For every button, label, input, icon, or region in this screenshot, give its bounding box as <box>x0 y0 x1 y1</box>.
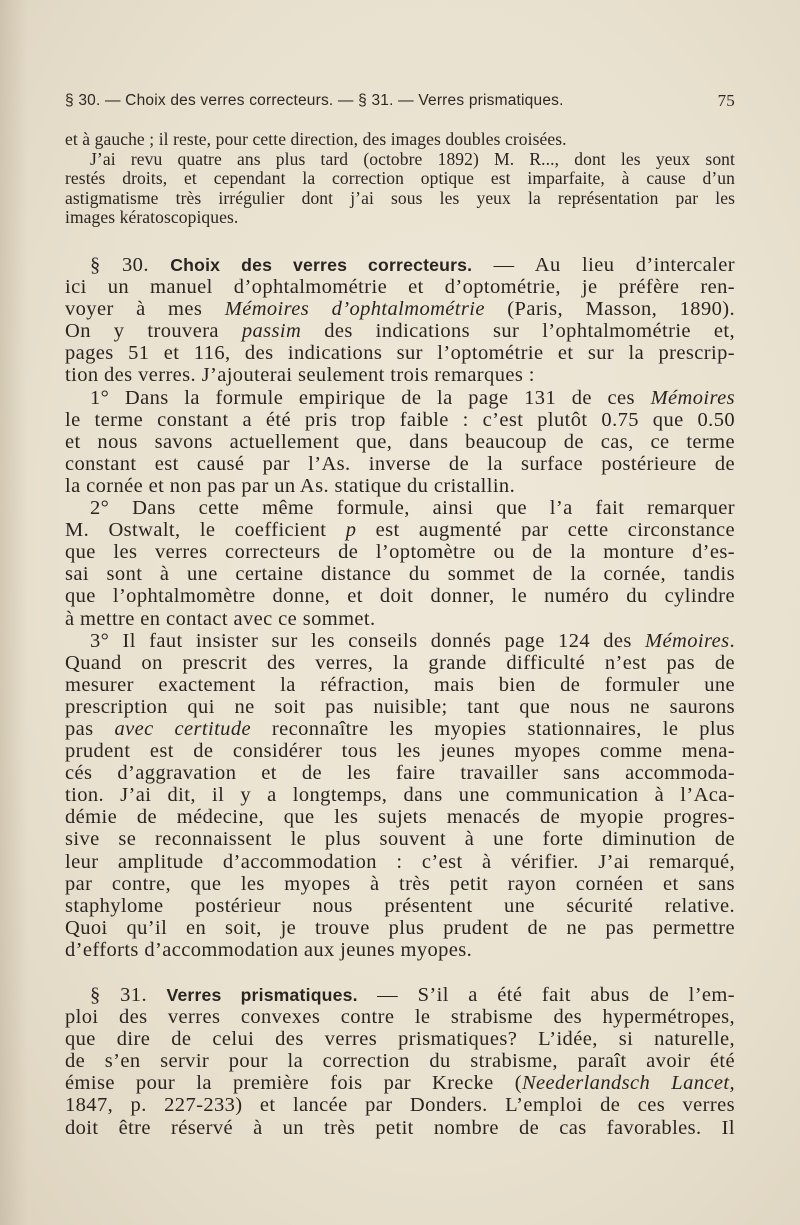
text-segment: est augmenté par cette circonstance <box>356 519 735 542</box>
text-segment: la cornée et non pas par un As. statique du cristallin. <box>65 474 516 497</box>
text-segment: prudent est de considérer tous les jeunes myopes comme mena- <box>65 740 735 763</box>
text-line <box>65 696 735 718</box>
text-segment: staphylome postérieur nous présentent une sécurité relative. <box>65 894 735 917</box>
text-segment: images kératoscopiques. <box>65 207 239 227</box>
text-segment: d’efforts d’accommodation aux jeunes myopes. <box>65 938 473 961</box>
text-line <box>65 320 735 342</box>
italic-text: avec certitude <box>114 717 251 740</box>
text-line <box>65 762 735 784</box>
text-segment: ici un manuel d’ophtalmométrie et d’optométrie, je préfère ren- <box>65 276 735 299</box>
text-segment: sive se reconnaissent le plus souvent à une forte diminution de <box>65 828 735 851</box>
text-line <box>65 828 735 850</box>
text-line <box>65 674 735 696</box>
text-segment: et nous savons actuellement que, dans beaucoup de cas, ce terme <box>65 430 735 453</box>
text-line <box>65 740 735 762</box>
text-segment: 3° Il faut insister sur les conseils donnés page 124 des <box>90 629 646 652</box>
text-line <box>65 276 735 298</box>
text-segment: pas <box>65 717 115 740</box>
text-segment: (Paris, Masson, 1890). <box>484 298 735 321</box>
text-segment: par contre, que les myopes à très petit rayon cornéen et sans <box>65 872 735 895</box>
text-line <box>65 585 735 607</box>
text-line <box>65 917 735 939</box>
italic-text: Mémoires <box>650 386 735 409</box>
section-31-intro <box>65 984 735 1139</box>
text-segment: leur amplitude d’accommodation : c’est à vérifier. J’ai remarqué, <box>65 850 735 873</box>
note-continuation <box>65 130 735 150</box>
text-segment: M. Ostwalt, le coefficient <box>65 519 346 542</box>
text-segment: § 31. <box>90 984 167 1006</box>
text-line <box>65 984 735 1006</box>
text-segment: . <box>729 629 735 652</box>
text-segment: J’ai revu quatre ans plus tard (octobre 1892) M. R..., dont les yeux sont <box>90 148 735 169</box>
text-line <box>65 453 735 475</box>
section-30-intro <box>65 254 735 387</box>
text-line <box>65 364 735 386</box>
text-line <box>65 851 735 873</box>
text-line <box>65 806 735 828</box>
text-segment: démie de médecine, que les sujets menacés de myopie progres- <box>65 806 735 829</box>
text-line <box>65 939 735 961</box>
text-line <box>65 519 735 541</box>
text-line <box>65 541 735 563</box>
text-segment: 1° Dans la formule empirique de la page 131 de ces <box>90 386 651 409</box>
text-segment: tion des verres. J’ajouterai seulement trois remarques : <box>65 364 535 387</box>
text-segment: voyer à mes <box>65 298 225 321</box>
text-line <box>65 895 735 917</box>
text-line <box>65 1094 735 1116</box>
running-head <box>65 90 735 112</box>
section-title: Verres prismatiques. <box>166 985 358 1005</box>
text-line <box>65 298 735 320</box>
text-line <box>65 1006 735 1028</box>
text-segment: à mettre en contact avec ce sommet. <box>65 607 376 630</box>
text-segment: que l’ophtalmomètre donne, et doit donner, le numéro du cylindre <box>65 585 735 608</box>
text-segment: 1847, p. 227-233) et lancée par Donders. L’emploi de ces verres <box>65 1094 735 1117</box>
text-segment: constant est causé par l’As. inverse de la surface postérieure de <box>65 452 735 475</box>
italic-text: Mémoires d’ophtalmométrie <box>224 298 485 321</box>
text-line <box>65 1072 735 1094</box>
text-segment: 2° Dans cette même formule, ainsi que l’a fait remarquer <box>90 497 735 520</box>
text-line <box>65 189 735 209</box>
text-segment: prescription qui ne soit pas nuisible; tant que nous ne saurons <box>65 695 735 718</box>
note-paragraph <box>65 150 735 228</box>
text-segment: Quoi qu’il en soit, je trouve plus prudent de ne pas permettre <box>65 916 735 939</box>
section-title: Choix des verres correcteurs. <box>170 255 473 275</box>
text-line <box>65 1050 735 1072</box>
text-segment: — Au lieu d’intercaler <box>472 254 736 276</box>
text-line <box>65 475 735 497</box>
section-31 <box>65 984 735 1139</box>
text-segment: Quand on prescrit des verres, la grande difficulté n’est pas de <box>65 651 735 674</box>
text-line <box>65 150 735 170</box>
page-number: 75 <box>717 91 735 110</box>
running-title: § 30. — Choix des verres correcteurs. — § 31. — Verres prismatiques. <box>65 92 564 109</box>
text-line <box>65 608 735 630</box>
text-segment: pages 51 et 116, des indications sur l’optométrie et sur la prescrip- <box>65 342 735 365</box>
text-segment: doit être réservé à un très petit nombre de cas favorables. Il <box>65 1116 735 1139</box>
text-line <box>65 1117 735 1139</box>
text-line <box>65 208 735 228</box>
text-line <box>65 873 735 895</box>
text-segment: tion. J’ai dit, il y a longtemps, dans une communication à l’Aca- <box>65 784 735 807</box>
text-segment: On y trouvera <box>65 320 242 343</box>
section-30 <box>65 254 735 961</box>
italic-text: passim <box>241 320 302 343</box>
text-line <box>65 563 735 585</box>
text-segment: que les verres correcteurs de l’optomètre ou de la monture d’es- <box>65 541 735 564</box>
text-line <box>65 254 735 276</box>
text-segment: cés d’aggravation et de les faire travailler sans accommoda- <box>65 762 735 785</box>
text-line <box>65 431 735 453</box>
remark-3 <box>65 630 735 961</box>
italic-text: p <box>345 519 357 542</box>
text-segment: sai sont à une certaine distance du sommet de la cornée, tandis <box>65 563 735 586</box>
text-segment: mesurer exactement la réfraction, mais bien de formuler une <box>65 673 735 696</box>
text-line <box>65 169 735 189</box>
text-line <box>65 130 735 150</box>
text-segment: et à gauche ; il reste, pour cette direction, des images doubles croisées. <box>65 129 567 149</box>
text-segment: restés droits, et cependant la correction optique est imparfaite, à cause d’un <box>65 168 735 188</box>
text-line <box>65 652 735 674</box>
text-line <box>65 387 735 409</box>
text-line <box>65 409 735 431</box>
text-segment: — S’il a été fait abus de l’em- <box>357 984 735 1006</box>
text-segment: émise pour la première fois par Krecke ( <box>65 1072 522 1095</box>
remark-1 <box>65 387 735 497</box>
text-line <box>65 630 735 652</box>
text-segment: le terme constant a été pris trop faible : c’est plutôt 0.75 que 0.50 <box>65 408 735 431</box>
text-segment: § 30. <box>90 254 171 276</box>
text-line <box>65 1028 735 1050</box>
text-segment: reconnaître les myopies stationnaires, le plus <box>250 717 735 740</box>
text-segment: ploi des verres convexes contre le strabisme des hypermétropes, <box>65 1006 735 1029</box>
text-segment: que dire de celui des verres prismatiques? L’idée, si naturelle, <box>65 1028 735 1051</box>
italic-text: Neederlandsch Lancet, <box>521 1072 735 1095</box>
text-segment: astigmatisme très irrégulier dont j’ai sous les yeux la représentation par les <box>65 187 735 208</box>
text-segment: des indications sur l’ophtalmométrie et, <box>301 320 735 343</box>
text-line <box>65 497 735 519</box>
text-segment: de s’en servir pour la correction du strabisme, paraît avoir été <box>65 1050 735 1073</box>
text-line <box>65 784 735 806</box>
remark-2 <box>65 497 735 630</box>
italic-text: Mémoires <box>645 629 730 652</box>
text-line <box>65 718 735 740</box>
text-line <box>65 342 735 364</box>
